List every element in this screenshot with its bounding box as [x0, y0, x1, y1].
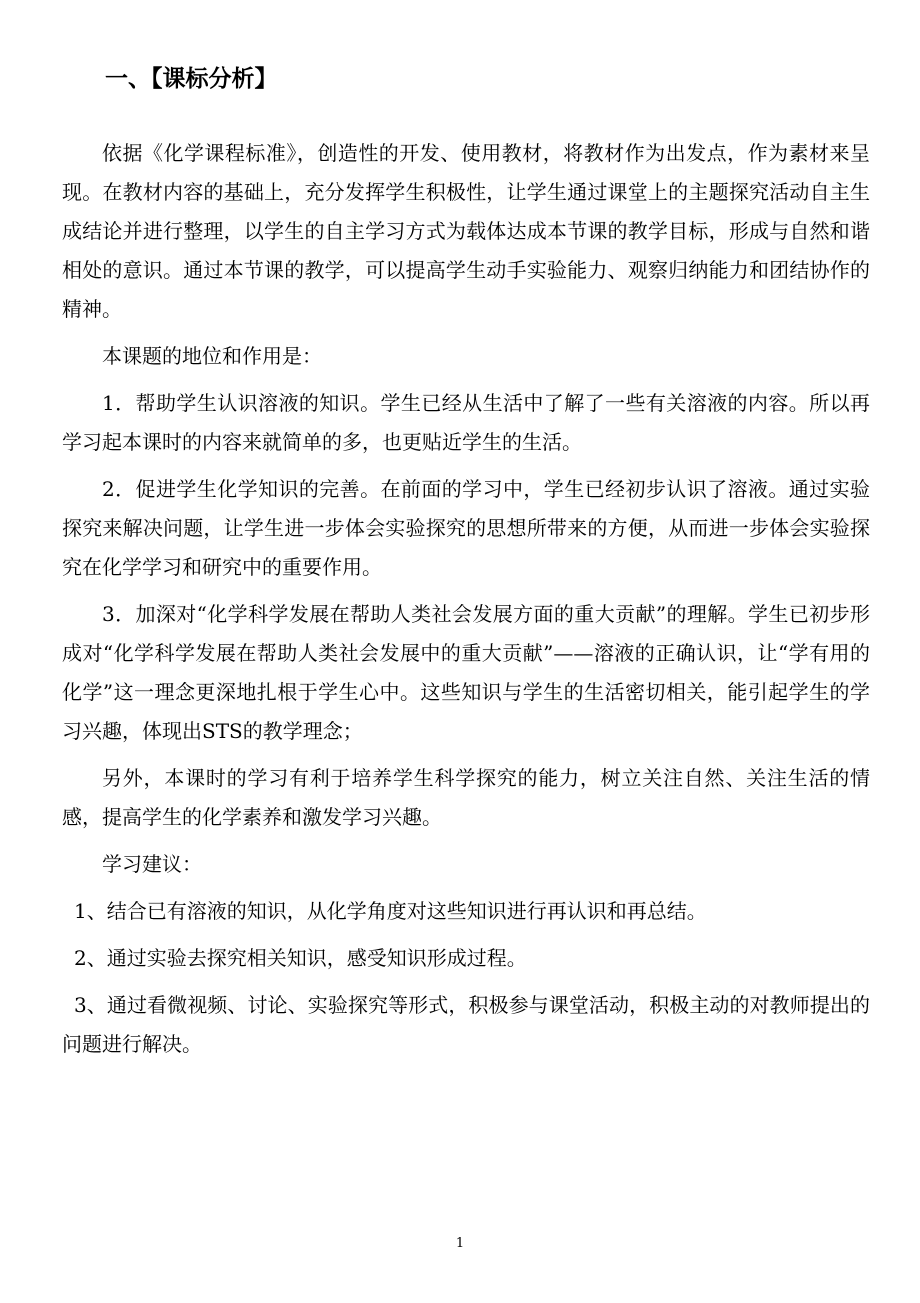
paragraph-additionally: 另外，本课时的学习有利于培养学生科学探究的能力，树立关注自然、关注生活的情感，提高学生的化学素养和激发学习兴趣。: [62, 766, 870, 829]
paragraph-suggestion-1: 1、结合已有溶液的知识，从化学角度对这些知识进行再认识和再总结。: [74, 899, 707, 923]
paragraph-role-item-2: 2．促进学生化学知识的完善。在前面的学习中，学生已经初步认识了溶液。通过实验探究来解决问题，让学生进一步体会实验探究的思想所带来的方便，从而进一步体会实验探究在化学学习和研究中的重要作用。: [62, 477, 870, 579]
paragraph-role-item-1: 1．帮助学生认识溶液的知识。学生已经从生活中了解了一些有关溶液的内容。所以再学习起本课时的内容来就简单的多，也更贴近学生的生活。: [62, 391, 870, 454]
paragraph-role-item-3: 3．加深对“化学科学发展在帮助人类社会发展方面的重大贡献”的理解。学生已初步形成对“化学科学发展在帮助人类社会发展中的重大贡献”——溶液的正确认识，让“学有用的化学”这一理念更深地扎根于学生心中。这些知识与学生的生活密切相关，能引起学生的学习兴趣，体现出STS的教学理念；: [62, 602, 870, 743]
paragraph-suggestion-2: 2、通过实验去探究相关知识，感受知识形成过程。: [74, 946, 527, 970]
paragraph-suggestion-3: 3、通过看微视频、讨论、实验探究等形式，积极参与课堂活动，积极主动的对教师提出的问题进行解决。: [62, 993, 870, 1056]
paragraph-curriculum-basis: 依据《化学课程标准》，创造性的开发、使用教材，将教材作为出发点，作为素材来呈现。在教材内容的基础上，充分发挥学生积极性，让学生通过课堂上的主题探究活动自主生成结论并进行整理，以学生的自主学习方式为载体达成本节课的教学目标，形成与自然和谐相处的意识。通过本节课的教学，可以提高学生动手实验能力、观察归纳能力和团结协作的精神。: [62, 141, 870, 321]
page-number: 1: [455, 1236, 465, 1251]
paragraph-study-suggestions-title: 学习建议：: [102, 852, 202, 876]
section-heading: 一、【课标分析】: [105, 66, 278, 92]
paragraph-role-intro: 本课题的地位和作用是：: [102, 344, 322, 368]
document-body: [62, 134, 870, 1072]
